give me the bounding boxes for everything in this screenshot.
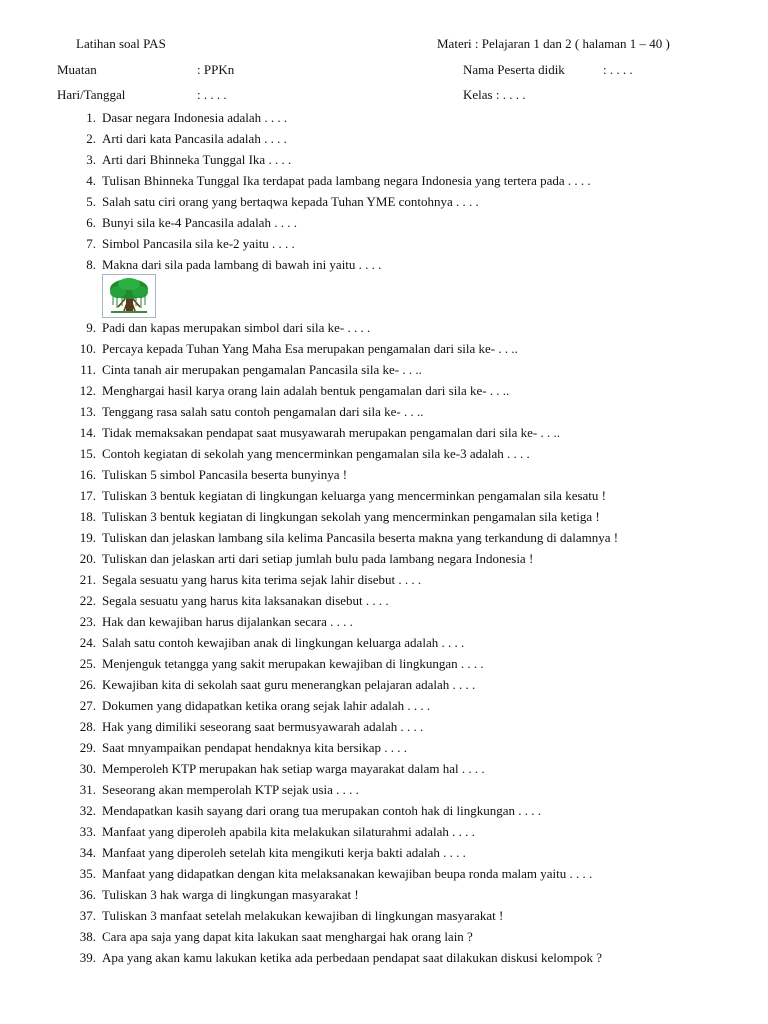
list-item [78, 173, 758, 194]
list-item [78, 950, 758, 971]
list-item [78, 257, 758, 278]
question-text: Manfaat yang didapatkan dengan kita melaksanakan kewajiban beupa ronda malam yaitu . . . . [102, 866, 593, 881]
question-text: Tuliskan 3 hak warga di lingkungan masyarakat ! [102, 887, 359, 902]
question-number: 6. [86, 215, 96, 230]
list-item [78, 551, 758, 572]
list-item [78, 866, 758, 887]
question-text: Saat mnyampaikan pendapat hendaknya kita bersikap . . . . [102, 740, 408, 755]
question-text: Simbol Pancasila sila ke-2 yaitu . . . . [102, 236, 295, 251]
question-text: Seseorang akan memperolah KTP sejak usia . . . . [102, 782, 359, 797]
question-number: 37. [79, 908, 96, 923]
question-text: Hak dan kewajiban harus dijalankan secara . . . . [102, 614, 353, 629]
question-number: 10. [79, 341, 96, 356]
question-text: Segala sesuatu yang harus kita laksanakan disebut . . . . [102, 593, 389, 608]
question-text: Memperoleh KTP merupakan hak setiap warga mayarakat dalam hal . . . . [102, 761, 485, 776]
list-item [78, 194, 758, 215]
question-number: 22. [79, 593, 96, 608]
list-item [78, 572, 758, 593]
list-item [78, 110, 758, 131]
list-item [78, 782, 758, 803]
materi-info: Materi : Pelajaran 1 dan 2 ( halaman 1 – 40 ) [437, 36, 670, 51]
muatan-value: : PPKn [197, 62, 235, 77]
question-number: 7. [86, 236, 96, 251]
muatan-label: Muatan [57, 62, 97, 77]
list-item [78, 320, 758, 341]
list-item [78, 131, 758, 152]
question-text: Salah satu contoh kewajiban anak di lingkungan keluarga adalah . . . . [102, 635, 465, 650]
question-text: Tenggang rasa salah satu contoh pengamalan dari sila ke- . . .. [102, 404, 424, 419]
question-text: Makna dari sila pada lambang di bawah ini yaitu . . . . [102, 257, 382, 272]
question-number: 15. [79, 446, 96, 461]
kelas-field: Kelas : . . . . [463, 87, 526, 102]
question-number: 4. [86, 173, 96, 188]
list-item [78, 845, 758, 866]
question-number: 24. [79, 635, 96, 650]
question-text: Apa yang akan kamu lakukan ketika ada perbedaan pendapat saat dilakukan diskusi kelompok ? [102, 950, 602, 965]
hari-value: : . . . . [197, 87, 227, 102]
nama-label: Nama Peserta didik [463, 62, 565, 77]
question-text: Tuliskan dan jelaskan arti dari setiap jumlah bulu pada lambang negara Indonesia ! [102, 551, 534, 566]
list-item [78, 488, 758, 509]
question-text: Tuliskan 3 bentuk kegiatan di lingkungan keluarga yang mencerminkan pengamalan sila kesatu ! [102, 488, 606, 503]
banyan-tree-icon [103, 275, 155, 317]
question-number: 16. [79, 467, 96, 482]
list-item [78, 467, 758, 488]
list-item [78, 614, 758, 635]
list-item [78, 656, 758, 677]
hari-label: Hari/Tanggal [57, 87, 126, 102]
question-text: Cara apa saja yang dapat kita lakukan saat menghargai hak orang lain ? [102, 929, 473, 944]
banyan-tree-image [102, 274, 156, 318]
list-item [78, 803, 758, 824]
question-number: 20. [79, 551, 96, 566]
list-item [78, 341, 758, 362]
question-text: Dasar negara Indonesia adalah . . . . [102, 110, 288, 125]
question-text: Tuliskan 5 simbol Pancasila beserta bunyinya ! [102, 467, 348, 482]
list-item [78, 677, 758, 698]
question-number: 18. [79, 509, 96, 524]
question-text: Arti dari kata Pancasila adalah . . . . [102, 131, 287, 146]
question-number: 25. [79, 656, 96, 671]
question-text: Menghargai hasil karya orang lain adalah bentuk pengamalan dari sila ke- . . .. [102, 383, 510, 398]
question-number: 34. [79, 845, 96, 860]
question-number: 29. [79, 740, 96, 755]
question-number: 19. [79, 530, 96, 545]
question-number: 21. [79, 572, 96, 587]
question-number: 12. [79, 383, 96, 398]
list-item [78, 509, 758, 530]
question-text: Contoh kegiatan di sekolah yang mencerminkan pengamalan sila ke-3 adalah . . . . [102, 446, 530, 461]
question-text: Kewajiban kita di sekolah saat guru menerangkan pelajaran adalah . . . . [102, 677, 476, 692]
question-number: 14. [79, 425, 96, 440]
list-item [78, 362, 758, 383]
question-number: 39. [79, 950, 96, 965]
list-item [78, 593, 758, 614]
list-item [78, 698, 758, 719]
list-item [78, 908, 758, 929]
question-text: Segala sesuatu yang harus kita terima sejak lahir disebut . . . . [102, 572, 422, 587]
question-number: 3. [86, 152, 96, 167]
question-text: Salah satu ciri orang yang bertaqwa kepada Tuhan YME contohnya . . . . [102, 194, 479, 209]
list-item [78, 425, 758, 446]
list-item [78, 929, 758, 950]
question-text: Manfaat yang diperoleh setelah kita mengikuti kerja bakti adalah . . . . [102, 845, 466, 860]
question-number: 31. [79, 782, 96, 797]
list-item [78, 215, 758, 236]
question-number: 8. [86, 257, 96, 272]
question-number: 13. [79, 404, 96, 419]
doc-title: Latihan soal PAS [76, 36, 166, 51]
question-number: 5. [86, 194, 96, 209]
list-item [78, 446, 758, 467]
question-text: Hak yang dimiliki seseorang saat bermusyawarah adalah . . . . [102, 719, 424, 734]
question-list [78, 110, 758, 971]
question-number: 23. [79, 614, 96, 629]
question-text: Padi dan kapas merupakan simbol dari sila ke- . . . . [102, 320, 371, 335]
question-number: 35. [79, 866, 96, 881]
question-number: 36. [79, 887, 96, 902]
question-text: Mendapatkan kasih sayang dari orang tua merupakan contoh hak di lingkungan . . . . [102, 803, 541, 818]
question-text: Menjenguk tetangga yang sakit merupakan kewajiban di lingkungan . . . . [102, 656, 484, 671]
question-number: 30. [79, 761, 96, 776]
question-number: 28. [79, 719, 96, 734]
question-number: 9. [86, 320, 96, 335]
question-number: 17. [79, 488, 96, 503]
list-item [78, 635, 758, 656]
list-item [78, 887, 758, 908]
question-number: 26. [79, 677, 96, 692]
list-item [78, 152, 758, 173]
question-text: Tuliskan dan jelaskan lambang sila kelima Pancasila beserta makna yang terkandung di dalamnya ! [102, 530, 619, 545]
nama-value: : . . . . [603, 62, 633, 77]
list-item [78, 530, 758, 551]
question-number: 33. [79, 824, 96, 839]
question-number: 11. [80, 362, 96, 377]
question-text: Arti dari Bhinneka Tunggal Ika . . . . [102, 152, 292, 167]
question-number: 38. [79, 929, 96, 944]
list-item [78, 719, 758, 740]
question-number: 1. [86, 110, 96, 125]
question-text: Dokumen yang didapatkan ketika orang sejak lahir adalah . . . . [102, 698, 431, 713]
list-item [78, 236, 758, 257]
question-text: Cinta tanah air merupakan pengamalan Pancasila sila ke- . . .. [102, 362, 422, 377]
list-item [78, 824, 758, 845]
question-number: 27. [79, 698, 96, 713]
question-text: Manfaat yang diperoleh apabila kita melakukan silaturahmi adalah . . . . [102, 824, 475, 839]
question-text: Tuliskan 3 bentuk kegiatan di lingkungan sekolah yang mencerminkan pengamalan sila ketiga ! [102, 509, 600, 524]
list-item [78, 404, 758, 425]
list-item [78, 740, 758, 761]
list-item [78, 761, 758, 782]
question-text: Bunyi sila ke-4 Pancasila adalah . . . . [102, 215, 297, 230]
question-text: Percaya kepada Tuhan Yang Maha Esa merupakan pengamalan dari sila ke- . . .. [102, 341, 518, 356]
list-item [78, 383, 758, 404]
question-text: Tidak memaksakan pendapat saat musyawarah merupakan pengamalan dari sila ke- . . .. [102, 425, 560, 440]
question-number: 2. [86, 131, 96, 146]
question-number: 32. [79, 803, 96, 818]
question-text: Tuliskan 3 manfaat setelah melakukan kewajiban di lingkungan masyarakat ! [102, 908, 504, 923]
question-text: Tulisan Bhinneka Tunggal Ika terdapat pada lambang negara Indonesia yang tertera pada . . . . [102, 173, 591, 188]
